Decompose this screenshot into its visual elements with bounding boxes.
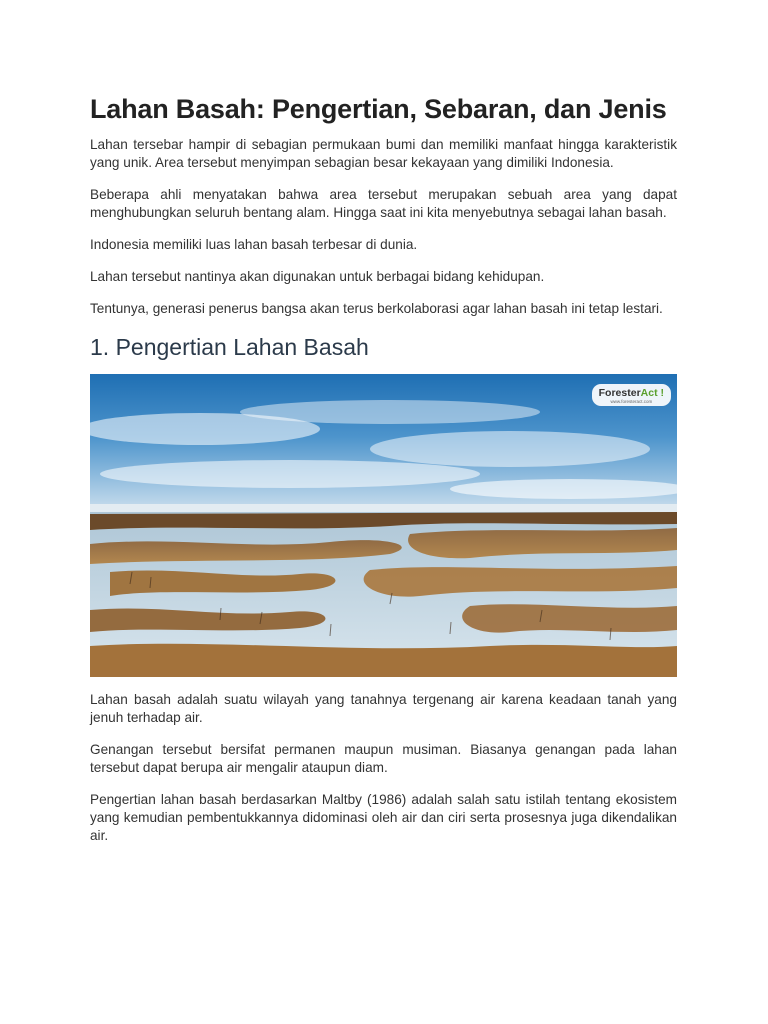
- foresteract-logo: [592, 384, 671, 406]
- section-paragraph: Pengertian lahan basah berdasarkan Maltby (1986) adalah salah satu istilah tentang ekosistem yang kemudian pembentukkannya didominasi oleh air dan ciri serta prosesnya juga dikendalikan air.: [90, 792, 677, 843]
- wetland-photo: [90, 374, 677, 677]
- wetland-illustration: [90, 374, 677, 677]
- intro-paragraph: Indonesia memiliki luas lahan basah terbesar di dunia.: [90, 237, 418, 252]
- section-paragraph: Lahan basah adalah suatu wilayah yang tanahnya tergenang air karena keadaan tanah yang jenuh terhadap air.: [90, 692, 677, 725]
- intro-paragraph: Tentunya, generasi penerus bangsa akan terus berkolaborasi agar lahan basah ini tetap lestari.: [90, 301, 663, 316]
- intro-paragraph: Lahan tersebut nantinya akan digunakan untuk berbagai bidang kehidupan.: [90, 269, 545, 284]
- logo-brand-suffix: Act !: [640, 387, 664, 399]
- article-body: [90, 92, 677, 859]
- logo-text: [599, 387, 664, 399]
- article-title: Lahan Basah: Pengertian, Sebaran, dan Jenis: [90, 94, 667, 124]
- logo-url: www.foresteract.com: [610, 399, 653, 404]
- section-heading: 1. Pengertian Lahan Basah: [90, 334, 369, 360]
- intro-paragraph: Beberapa ahli menyatakan bahwa area tersebut merupakan sebuah area yang dapat menghubungkan seluruh bentang alam. Hingga saat ini kita menyebutnya sebagai lahan basah.: [90, 187, 677, 220]
- logo-brand-prefix: Forester: [598, 387, 641, 399]
- intro-paragraph: Lahan tersebar hampir di sebagian permukaan bumi dan memiliki manfaat hingga karakteristik yang unik. Area tersebut menyimpan sebagian besar kekayaan yang dimiliki Indonesia.: [90, 137, 677, 170]
- section-paragraph: Genangan tersebut bersifat permanen maupun musiman. Biasanya genangan pada lahan tersebut dapat berupa air mengalir ataupun diam.: [90, 742, 677, 775]
